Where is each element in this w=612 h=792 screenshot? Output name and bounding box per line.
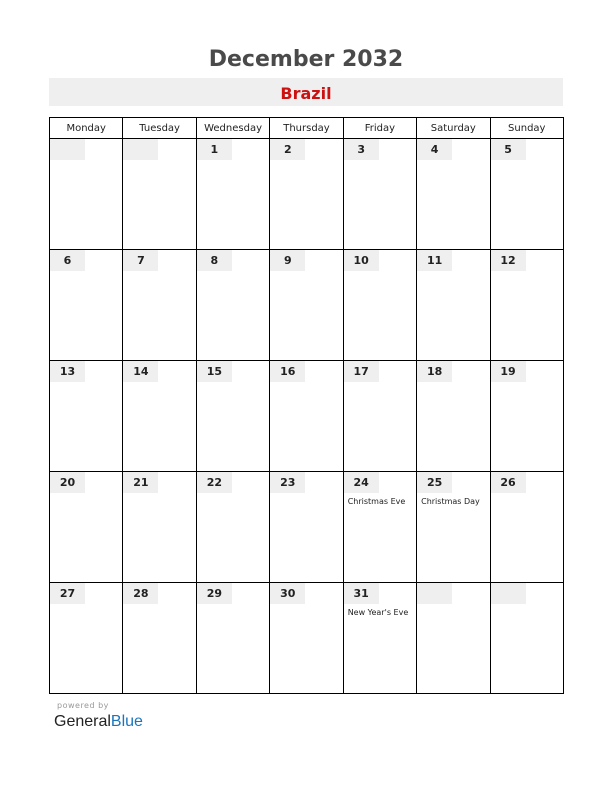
generalblue-logo[interactable] xyxy=(54,713,143,731)
day-cell xyxy=(196,139,269,250)
day-cell xyxy=(490,361,563,472)
calendar-title: December 2032 xyxy=(208,47,404,72)
day-cell xyxy=(343,583,416,694)
day-number: 11 xyxy=(417,250,452,271)
day-cell xyxy=(417,472,490,583)
day-cell xyxy=(343,361,416,472)
weekday-header: Friday xyxy=(343,118,416,139)
day-cell xyxy=(490,250,563,361)
day-number: 8 xyxy=(197,250,232,271)
day-number: 4 xyxy=(417,139,452,160)
day-cell xyxy=(270,139,343,250)
day-number: 19 xyxy=(491,361,526,382)
day-cell xyxy=(343,250,416,361)
day-cell xyxy=(196,361,269,472)
day-number: 3 xyxy=(344,139,379,160)
day-cell xyxy=(50,139,123,250)
day-cell xyxy=(196,583,269,694)
day-number: 25 xyxy=(417,472,452,493)
day-cell xyxy=(343,472,416,583)
weekday-header: Wednesday xyxy=(196,118,269,139)
day-number: 12 xyxy=(491,250,526,271)
week-row xyxy=(50,583,564,694)
day-number xyxy=(491,583,526,604)
holiday-label: Christmas Day xyxy=(421,497,480,506)
day-number: 27 xyxy=(50,583,85,604)
day-number xyxy=(50,139,85,160)
day-number xyxy=(123,139,158,160)
day-cell xyxy=(196,472,269,583)
country-name: Brazil xyxy=(280,84,332,103)
week-row xyxy=(50,139,564,250)
day-cell xyxy=(417,583,490,694)
day-cell xyxy=(123,139,196,250)
day-cell xyxy=(270,250,343,361)
weekday-header: Thursday xyxy=(270,118,343,139)
day-cell xyxy=(343,139,416,250)
weekday-header: Saturday xyxy=(417,118,490,139)
weekday-header: Sunday xyxy=(490,118,563,139)
day-cell xyxy=(196,250,269,361)
day-cell xyxy=(50,250,123,361)
day-number: 7 xyxy=(123,250,158,271)
day-number: 16 xyxy=(270,361,305,382)
day-number: 24 xyxy=(344,472,379,493)
day-cell xyxy=(490,139,563,250)
day-number: 18 xyxy=(417,361,452,382)
day-cell xyxy=(270,361,343,472)
day-cell xyxy=(123,583,196,694)
brand-general: General xyxy=(54,713,111,730)
day-number: 29 xyxy=(197,583,232,604)
day-cell xyxy=(490,583,563,694)
day-number: 6 xyxy=(50,250,85,271)
weekday-header-row xyxy=(50,118,564,139)
holiday-label: New Year's Eve xyxy=(347,608,409,617)
day-cell xyxy=(123,472,196,583)
day-number: 1 xyxy=(197,139,232,160)
day-cell xyxy=(50,361,123,472)
week-row xyxy=(50,250,564,361)
day-number xyxy=(417,583,452,604)
day-number: 20 xyxy=(50,472,85,493)
day-number: 10 xyxy=(344,250,379,271)
day-number: 26 xyxy=(491,472,526,493)
day-number: 5 xyxy=(491,139,526,160)
weekday-header: Tuesday xyxy=(123,118,196,139)
day-cell xyxy=(50,583,123,694)
calendar-grid xyxy=(49,117,564,694)
day-cell xyxy=(417,361,490,472)
day-number: 9 xyxy=(270,250,305,271)
day-cell xyxy=(490,472,563,583)
brand-blue: Blue xyxy=(110,713,143,730)
day-number: 17 xyxy=(344,361,379,382)
day-cell xyxy=(270,583,343,694)
weekday-header: Monday xyxy=(50,118,123,139)
day-number: 2 xyxy=(270,139,305,160)
day-number: 30 xyxy=(270,583,305,604)
holiday-label: Christmas Eve xyxy=(347,497,406,506)
day-cell xyxy=(50,472,123,583)
day-number: 23 xyxy=(270,472,305,493)
day-number: 22 xyxy=(197,472,232,493)
day-number: 15 xyxy=(197,361,232,382)
day-cell xyxy=(417,139,490,250)
day-number: 14 xyxy=(123,361,158,382)
day-number: 21 xyxy=(123,472,158,493)
day-cell xyxy=(417,250,490,361)
powered-by-label: powered by xyxy=(57,701,109,710)
week-row xyxy=(50,361,564,472)
day-number: 13 xyxy=(50,361,85,382)
day-cell xyxy=(123,361,196,472)
week-row xyxy=(50,472,564,583)
day-cell xyxy=(123,250,196,361)
day-number: 31 xyxy=(344,583,379,604)
day-number: 28 xyxy=(123,583,158,604)
day-cell xyxy=(270,472,343,583)
